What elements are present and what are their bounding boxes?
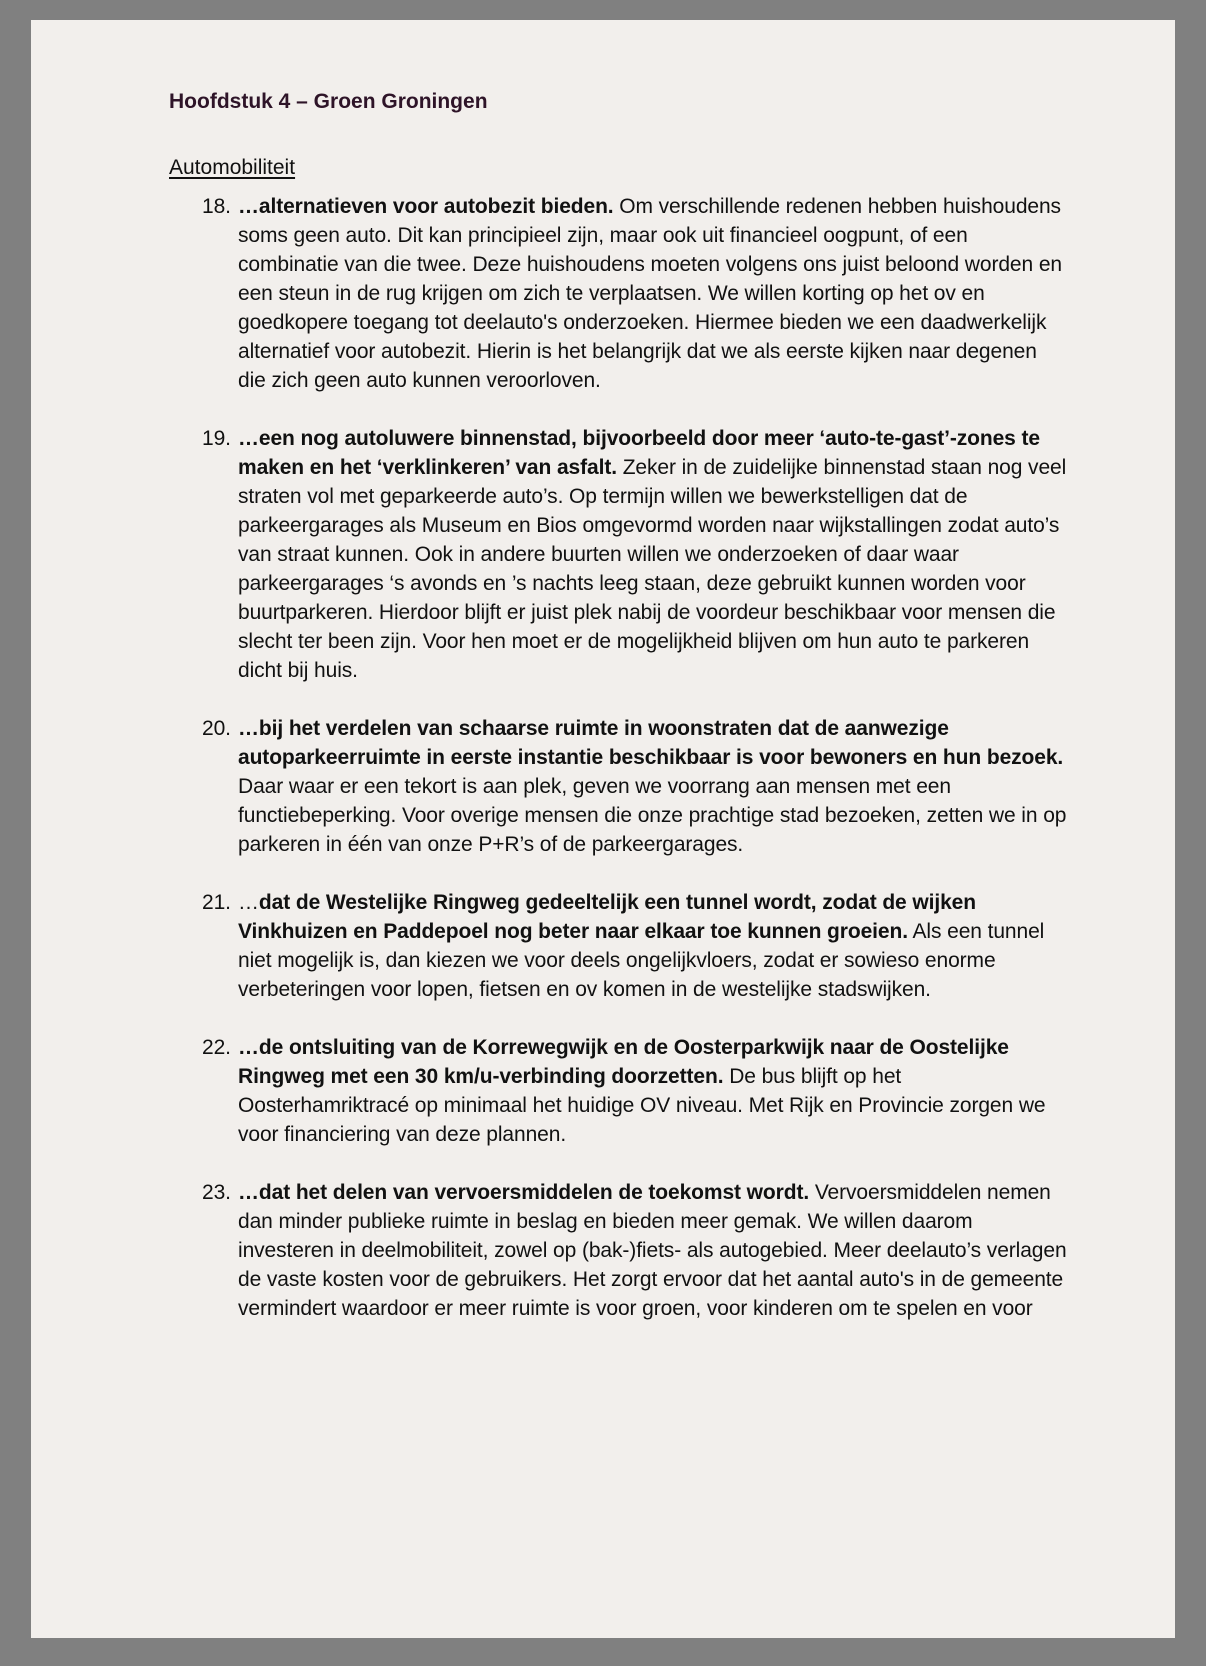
item-number: 19. <box>202 427 231 450</box>
page-content <box>169 88 1069 1352</box>
item-lead: …alternatieven voor autobezit bieden. <box>238 195 614 218</box>
item-body: Zeker in de zuidelijke binnenstad staan nog veel straten vol met geparkeerde auto’s. Op termijn willen we bewerkstelligen dat de parkeergarages als Museum en Bios omgevormd worden naar wijkstallingen zodat auto’s van straat kunnen. Ook in andere buurten willen we onderzoeken of daar waar parkeergarages ‘s avonds en ’s nachts leeg staan, deze gebruikt kunnen worden voor buurtparkeren. Hierdoor blijft er juist plek nabij de voordeur beschikbaar voor mensen die slecht ter been zijn. Voor hen moet er de mogelijkheid blijven om hun auto te parkeren dicht bij huis. <box>238 456 1067 682</box>
item-body: De bus blijft op het Oosterhamriktracé op minimaal het huidige OV niveau. Met Rijk en Provincie zorgen we voor financiering van deze plannen. <box>238 1065 1046 1146</box>
section-title: Automobiliteit <box>169 156 296 179</box>
item-number: 21. <box>202 891 231 914</box>
list-item <box>169 714 1069 859</box>
list-item <box>169 888 1069 1004</box>
item-lead: …bij het verdelen van schaarse ruimte in woonstraten dat de aanwezige autoparkeerruimte in eerste instantie beschikbaar is voor bewoners en hun bezoek. <box>238 717 1064 769</box>
item-number: 20. <box>202 717 231 740</box>
item-body: Als een tunnel niet mogelijk is, dan kiezen we voor deels ongelijkvloers, zodat er sowieso enorme verbeteringen voor lopen, fietsen en ov komen in de westelijke stadswijken. <box>238 920 1045 1001</box>
item-body: Daar waar er een tekort is aan plek, geven we voorrang aan mensen met een functiebeperking. Voor overige mensen die onze prachtige stad bezoeken, zetten we in op parkeren in één van onze P+R’s of de parkeergarages. <box>238 775 1067 856</box>
item-lead: dat de Westelijke Ringweg gedeeltelijk een tunnel wordt, zodat de wijken Vinkhuizen en Paddepoel nog beter naar elkaar toe kunnen groeien. <box>238 891 976 943</box>
list-item <box>169 1033 1069 1149</box>
item-prefix: … <box>238 891 259 914</box>
item-body: Om verschillende redenen hebben huishoudens soms geen auto. Dit kan principieel zijn, maar ook uit financieel oogpunt, of een combinatie van die twee. Deze huishoudens moeten volgens ons juist beloond worden en een steun in de rug krijgen om zich te verplaatsen. We willen korting op het ov en goedkopere toegang tot deelauto's onderzoeken. Hiermee bieden we een daadwerkelijk alternatief voor autobezit. Hierin is het belangrijk dat we als eerste kijken naar degenen die zich geen auto kunnen veroorloven. <box>238 195 1062 392</box>
item-number: 23. <box>202 1181 231 1204</box>
item-number: 18. <box>202 195 231 218</box>
item-lead: …de ontsluiting van de Korrewegwijk en de Oosterparkwijk naar de Oostelijke Ringweg met een 30 km/u-verbinding doorzetten. <box>238 1036 1009 1088</box>
numbered-list <box>169 192 1069 1323</box>
list-item <box>169 424 1069 685</box>
list-item <box>169 192 1069 395</box>
document-page <box>31 20 1175 1638</box>
item-lead: …dat het delen van vervoersmiddelen de toekomst wordt. <box>238 1181 810 1204</box>
item-lead: …een nog autoluwere binnenstad, bijvoorbeeld door meer ‘auto-te-gast’-zones te maken en het ‘verklinkeren’ van asfalt. <box>238 427 1040 479</box>
item-number: 22. <box>202 1036 231 1059</box>
chapter-title: Hoofdstuk 4 – Groen Groningen <box>169 90 488 113</box>
item-body: Vervoersmiddelen nemen dan minder publieke ruimte in beslag en bieden meer gemak. We willen daarom investeren in deelmobiliteit, zowel op (bak-)fiets- als autogebied. Meer deelauto’s verlagen de vaste kosten voor de gebruikers. Het zorgt ervoor dat het aantal auto's in de gemeente vermindert waardoor er meer ruimte is voor groen, voor kinderen om te spelen en voor <box>238 1181 1067 1320</box>
list-item <box>169 1178 1069 1323</box>
